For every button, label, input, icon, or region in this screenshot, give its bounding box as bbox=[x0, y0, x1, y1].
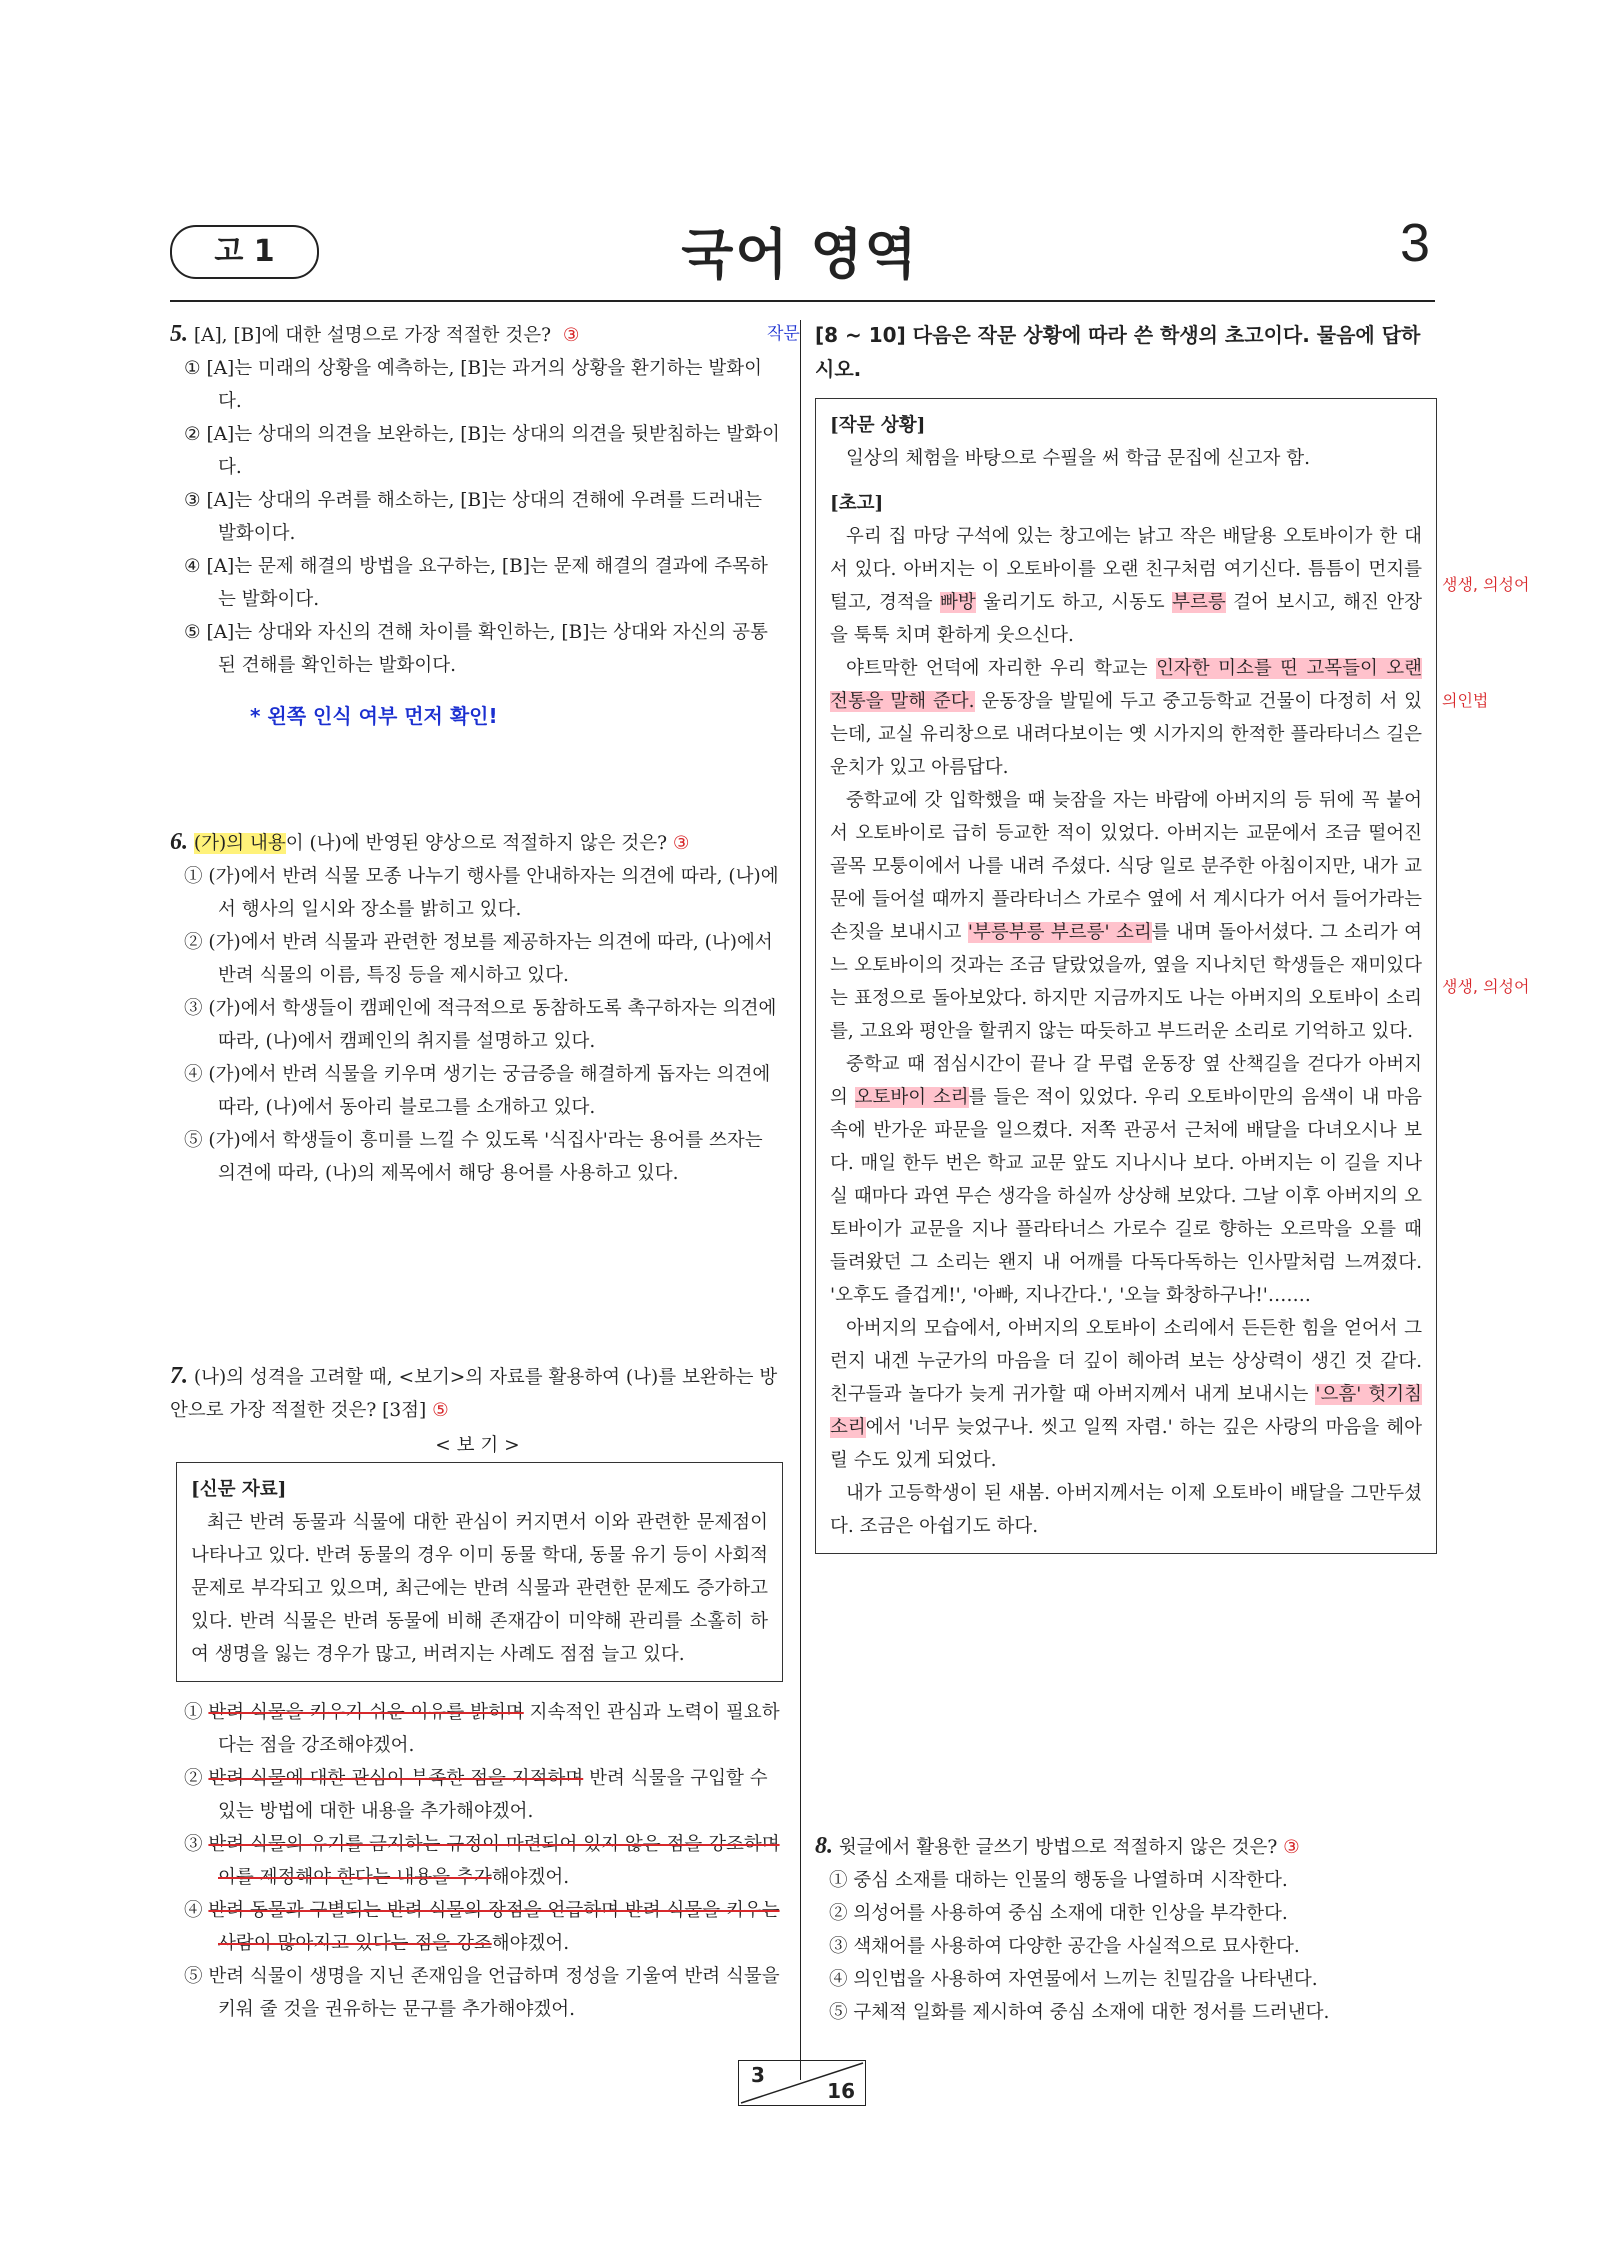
option-4: ④ 반려 동물과 구별되는 반려 식물의 장점을 언급하며 반려 식물을 키우는 사람이 많아지고 있다는 점을 강조해야겠어. bbox=[184, 1900, 780, 1954]
option-2: ② 반려 식물에 대한 관심이 부족한 점을 지적하며 반려 식물을 구입할 수 있는 방법에 대한 내용을 추가해야겠어. bbox=[184, 1768, 768, 1822]
option-2: ② 의성어를 사용하여 중심 소재에 대한 인상을 부각한다. bbox=[829, 1903, 1288, 1924]
box-text: 최근 반려 동물과 식물에 대한 관심이 커지면서 이와 관련한 문제점이 나타나고 있다. 반려 동물의 경우 이미 동물 학대, 동물 유기 등이 사회적 문제로 부각되고 있으며, 최근에는 반려 식물과 관련한 문제도 증가하고 있다. 반려 식물은 반려 동물에 비해 존재감이 미약해 관리를 소홀히 하여 생명을 잃는 경우가 많고, 버려지는 사례도 점점 늘고 있다. bbox=[191, 1512, 768, 1665]
draft-paragraph-2: 야트막한 언덕에 자리한 우리 학교는 인자한 미소를 띤 고목들이 오랜 전통을 말해 준다. 운동장을 발밑에 두고 중고등학교 건물이 다정히 서 있는데, 교실 유리창으로 내려다보이는 옛 시가지의 한적한 플라타너스 길은 운치가 있고 아름답다. bbox=[830, 658, 1422, 778]
question-number: 6. bbox=[170, 829, 188, 855]
question-5 bbox=[170, 318, 785, 733]
question-8 bbox=[815, 1830, 1435, 2029]
left-column bbox=[170, 318, 785, 2020]
option-5: ⑤ 구체적 일화를 제시하여 중심 소재에 대한 정서를 드러낸다. bbox=[829, 2002, 1330, 2023]
page-title: 국어 영역 bbox=[681, 223, 919, 286]
option-5: ⑤ [A]는 상대와 자신의 견해 차이를 확인하는, [B]는 상대와 자신의 공통된 견해를 확인하는 발화이다. bbox=[184, 622, 768, 676]
passage-box bbox=[815, 398, 1437, 1554]
draft-paragraph-4: 중학교 때 점심시간이 끝나 갈 무렵 운동장 옆 산책길을 걷다가 아버지의 오토바이 소리를 들은 적이 있었다. 우리 오토바이만의 음색이 내 마음속에 반가운 파문을 일으켰다. 저쪽 관공서 근처에 배달을 다녀오시나 보다. 매일 한두 번은 학교 교문 앞도 지나시나 보다. 아버지는 이 길을 지나실 때마다 과연 무슨 생각을 하실까 상상해 보았다. 그날 이후 아버지의 오토바이가 교문을 지나 플라타너스 가로수 길로 향하는 오르막을 오를 때 들려왔던 그 소리는 왠지 내 어깨를 다독다독하는 인사말처럼 느껴졌다. '오후도 즐겁게!', '아빠, 지나간다.', '오늘 화창하구나!'……. bbox=[830, 1054, 1422, 1306]
handwritten-answer: ⑤ bbox=[432, 1400, 449, 1421]
page-indicator bbox=[738, 2060, 866, 2106]
box-title: [신문 자료] bbox=[191, 1479, 287, 1500]
grade-badge: 고 1 bbox=[170, 225, 319, 279]
handwritten-side-note: 생생, 의성어 bbox=[1442, 977, 1530, 996]
bogi-box bbox=[176, 1462, 783, 1682]
option-4: ④ [A]는 문제 해결의 방법을 요구하는, [B]는 문제 해결의 결과에 주목하는 발화이다. bbox=[184, 556, 768, 610]
question-6 bbox=[170, 826, 785, 1190]
question-number: 5. bbox=[170, 321, 188, 347]
handwritten-answer: ③ bbox=[562, 325, 580, 346]
draft-paragraph-6: 내가 고등학생이 된 새봄. 아버지께서는 이제 오토바이 배달을 그만두셨다. 조금은 아쉽기도 하다. bbox=[830, 1483, 1422, 1537]
handwritten-side-note: 생생, 의성어 bbox=[1442, 575, 1530, 594]
draft-paragraph-5: 아버지의 모습에서, 아버지의 오토바이 소리에서 든든한 힘을 얻어서 그런지 내겐 누군가의 마음을 더 깊이 헤아려 보는 상상력이 생긴 것 같다. 친구들과 놀다가 늦게 귀가할 때 아버지께서 내게 보내시는 '으흠' 헛기침 소리에서 '너무 늦었구나. 씻고 일찍 자렴.' 하는 깊은 사랑의 마음을 헤아릴 수도 있게 되었다. bbox=[830, 1318, 1422, 1471]
option-2: ② (가)에서 반려 식물과 관련한 정보를 제공하자는 의견에 따라, (나)에서 반려 식물의 이름, 특징 등을 제시하고 있다. bbox=[184, 932, 773, 986]
option-1: ① [A]는 미래의 상황을 예측하는, [B]는 과거의 상황을 환기하는 발화이다. bbox=[184, 358, 763, 412]
option-2: ② [A]는 상대의 의견을 보완하는, [B]는 상대의 의견을 뒷받침하는 발화이다. bbox=[184, 424, 780, 478]
header-divider bbox=[170, 300, 1435, 302]
situation-label: [작문 상황] bbox=[830, 415, 926, 436]
margin-note: 작문 bbox=[767, 324, 800, 344]
highlighted-text: (가)의 내용 bbox=[193, 833, 286, 854]
option-1: ① 중심 소재를 대하는 인물의 행동을 나열하며 시작한다. bbox=[829, 1870, 1288, 1891]
situation-text: 일상의 체험을 바탕으로 수필을 써 학급 문집에 싣고자 함. bbox=[846, 448, 1310, 469]
passage-heading: [8 ~ 10] 다음은 작문 상황에 따라 쓴 학생의 초고이다. 물음에 답하시오. bbox=[815, 323, 1421, 381]
question-stem: 윗글에서 활용한 글쓰기 방법으로 적절하지 않은 것은? bbox=[838, 1837, 1278, 1858]
option-3: ③ 색채어를 사용하여 다양한 공간을 사실적으로 묘사한다. bbox=[829, 1936, 1300, 1957]
page-number: 3 bbox=[1399, 213, 1431, 273]
option-4: ④ (가)에서 반려 식물을 키우며 생기는 궁금증을 해결하게 돕자는 의견에 따라, (나)에서 동아리 블로그를 소개하고 있다. bbox=[184, 1064, 771, 1118]
total-pages: 16 bbox=[827, 2079, 855, 2103]
handwritten-note: * 왼쪽 인식 여부 먼저 확인! bbox=[250, 704, 498, 728]
draft-paragraph-1: 우리 집 마당 구석에 있는 창고에는 낡고 작은 배달용 오토바이가 한 대 서 있다. 아버지는 이 오토바이를 오랜 친구처럼 여기신다. 틈틈이 먼지를 털고, 경적을 빠방 울리기도 하고, 시동도 부르릉 걸어 보시고, 해진 안장을 툭툭 치며 환하게 웃으신다. bbox=[830, 526, 1422, 646]
option-1: ① (가)에서 반려 식물 모종 나누기 행사를 안내하자는 의견에 따라, (나)에서 행사의 일시와 장소를 밝히고 있다. bbox=[184, 866, 779, 920]
bogi-label: < 보 기 > bbox=[435, 1435, 520, 1456]
column-divider bbox=[800, 320, 801, 2080]
option-5: ⑤ 반려 식물이 생명을 지닌 존재임을 언급하며 정성을 기울여 반려 식물을 키워 줄 것을 권유하는 문구를 추가해야겠어. bbox=[184, 1966, 780, 2020]
question-7 bbox=[170, 1360, 785, 2026]
handwritten-answer: ③ bbox=[672, 833, 690, 854]
option-3: ③ 반려 식물의 유기를 금지하는 규정이 마련되어 있지 않은 점을 강조하며 이를 제정해야 한다는 내용을 추가해야겠어. bbox=[184, 1834, 780, 1888]
right-column bbox=[767, 318, 1435, 2023]
option-4: ④ 의인법을 사용하여 자연물에서 느끼는 친밀감을 나타낸다. bbox=[829, 1969, 1318, 1990]
option-1: ① 반려 식물을 키우기 쉬운 이유를 밝히며 지속적인 관심과 노력이 필요하다는 점을 강조해야겠어. bbox=[184, 1702, 780, 1756]
question-stem: [A], [B]에 대한 설명으로 가장 적절한 것은? bbox=[193, 325, 551, 346]
option-3: ③ (가)에서 학생들이 캠페인에 적극적으로 동참하도록 촉구하자는 의견에 따라, (나)에서 캠페인의 취지를 설명하고 있다. bbox=[184, 998, 777, 1052]
option-3: ③ [A]는 상대의 우려를 해소하는, [B]는 상대의 견해에 우려를 드러내는 발화이다. bbox=[184, 490, 763, 544]
question-stem: (나)의 성격을 고려할 때, <보기>의 자료를 활용하여 (나)를 보완하는 방안으로 가장 적절한 것은? [3점] bbox=[170, 1367, 778, 1421]
question-stem: 이 (나)에 반영된 양상으로 적절하지 않은 것은? bbox=[285, 833, 668, 854]
handwritten-side-note: 의인법 bbox=[1442, 691, 1489, 710]
draft-label: [초고] bbox=[830, 493, 884, 514]
current-page: 3 bbox=[751, 2063, 765, 2087]
question-number: 7. bbox=[170, 1363, 188, 1389]
question-number: 8. bbox=[815, 1833, 833, 1859]
draft-paragraph-3: 중학교에 갓 입학했을 때 늦잠을 자는 바람에 아버지의 등 뒤에 꼭 붙어서 오토바이로 급히 등교한 적이 있었다. 아버지는 교문에서 조금 떨어진 골목 모퉁이에서 나를 내려 주셨다. 식당 일로 분주한 아침이지만, 내가 교문에 들어설 때까지 플라타너스 가로수 옆에 서 계시다가 어서 들어가라는 손짓을 보내시고 '부릉부릉 부르릉' 소리를 내며 돌아서셨다. 그 소리가 여느 오토바이의 것과는 조금 달랐었을까, 옆을 지나치던 학생들은 재미있다는 표정으로 돌아보았다. 하지만 지금까지도 나는 아버지의 오토바이 소리를, 고요와 평안을 할퀴지 않는 따듯하고 부드러운 소리로 기억하고 있다. bbox=[830, 790, 1422, 1042]
option-5: ⑤ (가)에서 학생들이 흥미를 느낄 수 있도록 '식집사'라는 용어를 쓰자는 의견에 따라, (나)의 제목에서 해당 용어를 사용하고 있다. bbox=[184, 1130, 763, 1184]
handwritten-answer: ③ bbox=[1283, 1837, 1300, 1858]
